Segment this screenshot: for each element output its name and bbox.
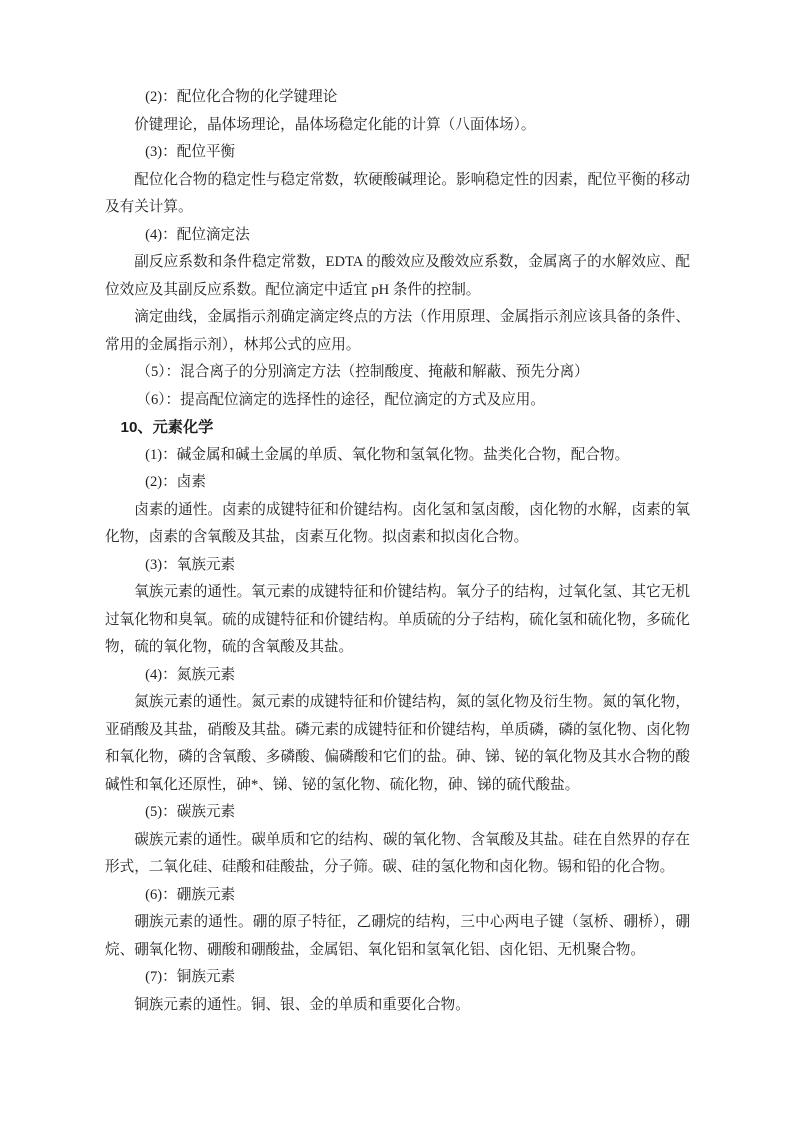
list-item-15: (4)：氮族元素 (145, 666, 236, 683)
page-content (105, 84, 690, 1019)
list-item-7: （5）：混合离子的分别滴定方法（控制酸度、掩蔽和解蔽、预先分离） (136, 364, 589, 380)
paragraph-12: 卤素的通性。卤素的成键特征和价键结构。卤化氢和氢卤酸，卤化物的水解，卤素的氧化物，卤素的含氧酸及其盐，卤素互化物。拟卤素和拟卤化合物。 (105, 501, 690, 545)
list-item-17: (5)：碳族元素 (145, 804, 236, 820)
list-item-11: (2)：卤素 (145, 474, 206, 490)
list-item-0: (2)：配位化合物的化学键理论 (145, 89, 338, 105)
list-item-8: （6）：提高配位滴定的选择性的途径，配位滴定的方式及应用。 (136, 391, 545, 408)
list-item-21: (7)：铜族元素 (145, 969, 236, 985)
list-item-19: (6)：硼族元素 (145, 886, 236, 903)
section-heading-9: 10、元素化学 (120, 419, 214, 436)
list-item-10: (1)：碱金属和碱土金属的单质、氧化物和氢氧化物。盐类化合物，配合物。 (145, 446, 630, 463)
list-item-4: (4)：配位滴定法 (145, 226, 250, 243)
paragraph-14: 氧族元素的通性。氧元素的成键特征和价键结构。氧分子的结构，过氧化氢、其它无机过氧化物和臭氧。硫的成键特征和价键结构。单质硫的分子结构，硫化氢和硫化物，多硫化物，硫的氧化物，硫的含氧酸及其盐。 (105, 584, 690, 655)
paragraph-18: 碳族元素的通性。碳单质和它的结构、碳的氧化物、含氧酸及其盐。硅在自然界的存在形式，二氧化硅、硅酸和硅酸盐，分子筛。碳、硅的氢化物和卤化物。锡和铅的化合物。 (105, 831, 690, 875)
paragraph-5: 副反应系数和条件稳定常数，EDTA 的酸效应及酸效应系数，金属离子的水解效应、配位效应及其副反应系数。配位滴定中适宜 pH 条件的控制。 (105, 254, 690, 298)
paragraph-16: 氮族元素的通性。氮元素的成键特征和价键结构，氮的氢化物及衍生物。氮的氧化物，亚硝酸及其盐，硝酸及其盐。磷元素的成键特征和价键结构，单质磷，磷的氢化物、卤化物和氧化物，磷的含氧酸、多磷酸、偏磷酸和它们的盐。砷、锑、铋的氧化物及其水合物的酸碱性和氧化还原性，砷*、锑、铋的氢化物、硫化物，砷、锑的硫代酸盐。 (105, 694, 690, 793)
list-item-13: (3)：氧族元素 (145, 556, 236, 573)
paragraph-3: 配位化合物的稳定性与稳定常数，软硬酸碱理论。影响稳定性的因素，配位平衡的移动及有关计算。 (105, 171, 690, 215)
list-item-2: (3)：配位平衡 (145, 144, 236, 160)
paragraph-6: 滴定曲线，金属指示剂确定滴定终点的方法（作用原理、金属指示剂应该具备的条件、常用的金属指示剂），林邦公式的应用。 (105, 309, 690, 353)
paragraph-22: 铜族元素的通性。铜、银、金的单质和重要化合物。 (134, 996, 470, 1013)
paragraph-1: 价键理论，晶体场理论，晶体场稳定化能的计算（八面体场）。 (134, 116, 536, 133)
paragraph-20: 硼族元素的通性。硼的原子特征，乙硼烷的结构，三中心两电子键（氢桥、硼桥），硼烷、硼氧化物、硼酸和硼酸盐，金属铝、氧化铝和氢氧化铝、卤化铝、无机聚合物。 (105, 914, 690, 958)
